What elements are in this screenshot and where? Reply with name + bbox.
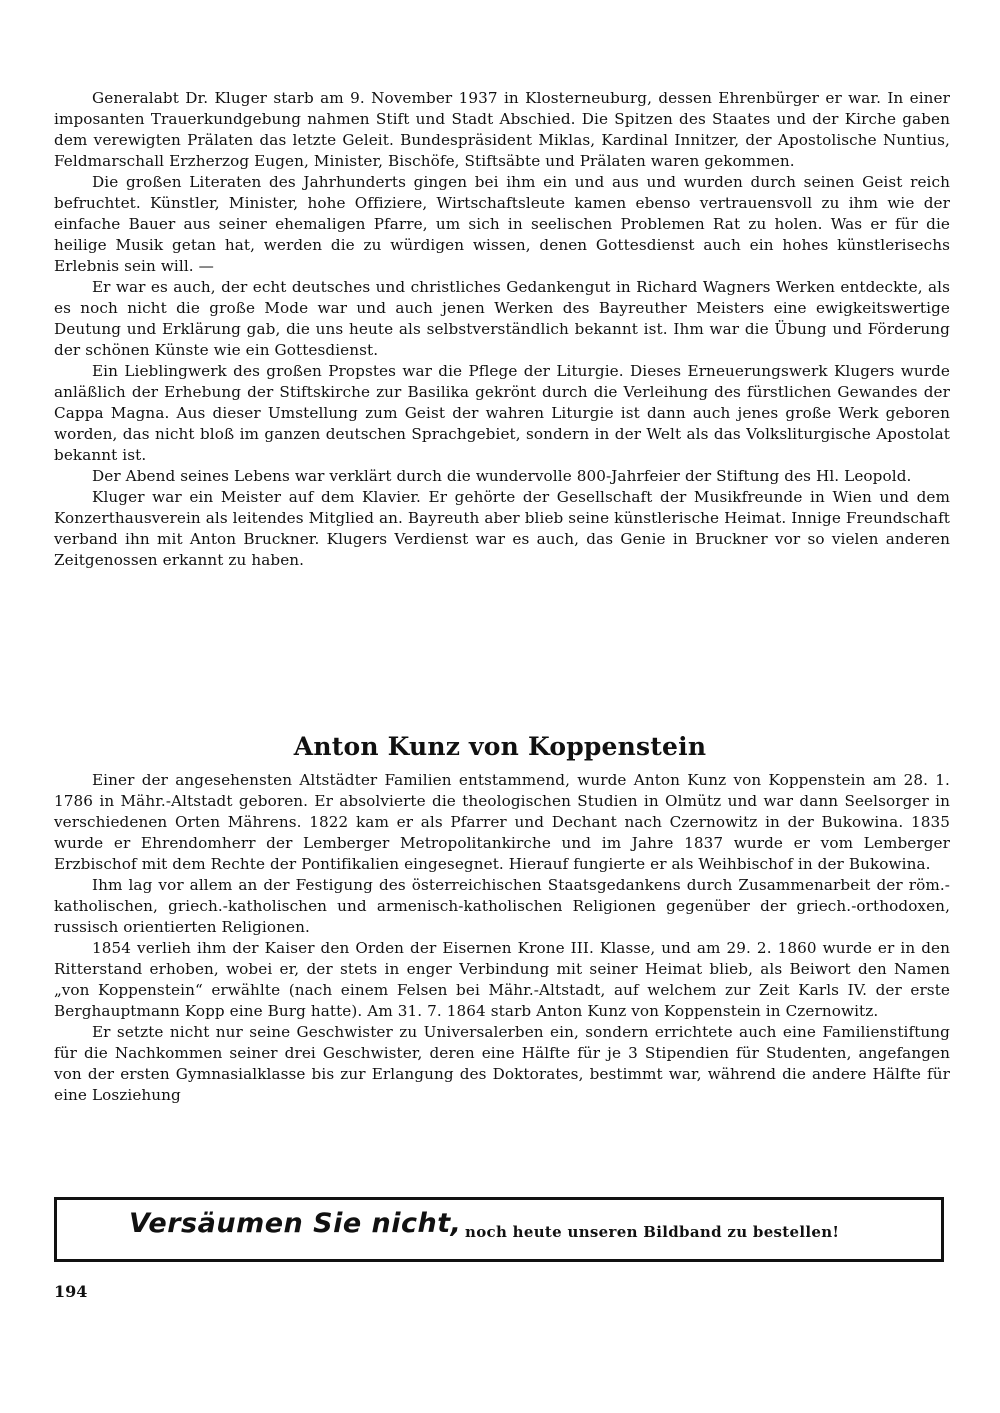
paragraph: Die großen Literaten des Jahrhunderts gingen bei ihm ein und aus und wurden durch seinen Geist reich befruchtet. Künstler, Minister, hohe Offiziere, Wirtschaftsleute kamen ebenso vertrauensvoll zu ihm wie der einfache Bauer aus seiner ehemaligen Pfarre, um sich in seelischen Problemen Rat zu holen. Was er für die heilige Musik getan hat, werden die zu würdigen wissen, denen Gottesdienst auch ein hohes künstlerisechs Erlebnis sein will. —	[54, 173, 950, 275]
paragraph: Ein Lieblingwerk des großen Propstes war die Pflege der Liturgie. Dieses Erneuerungswerk Klugers wurde anläßlich der Erhebung der Stiftskirche zur Basilika gekrönt durch die Verleihung des fürstlichen Gewandes der Cappa Magna. Aus dieser Umstellung zum Geist der wahren Liturgie ist dann auch jenes große Werk geboren worden, das nicht bloß im ganzen deutschen Sprachgebiet, sondern in der Welt als das Volksliturgische Apostolat bekannt ist.	[54, 362, 950, 464]
paragraph: 1854 verlieh ihm der Kaiser den Orden der Eisernen Krone III. Klasse, und am 29. 2. 1860 wurde er in den Ritterstand erhoben, wobei er, der stets in enger Verbindung mit seiner Heimat blieb, als Beiwort den Namen „von Koppenstein“ erwählte (nach einem Felsen bei Mähr.-Altstadt, auf welchem zur Zeit Karls IV. der erste Berghauptmann Kopp eine Burg hatte). Am 31. 7. 1864 starb Anton Kunz von Koppenstein in Czernowitz.	[54, 939, 950, 1020]
paragraph: Generalabt Dr. Kluger starb am 9. November 1937 in Klosterneuburg, dessen Ehrenbürger er war. In einer imposanten Trauerkundgebung nahmen Stift und Stadt Abschied. Die Spitzen des Staates und der Kirche gaben dem verewigten Prälaten das letzte Geleit. Bundespräsident Miklas, Kardinal Innitzer, der Apostolische Nuntius, Feldmarschall Erzherzog Eugen, Minister, Bischöfe, Stiftsäbte und Prälaten waren gekommen.	[54, 89, 950, 170]
paragraph: Kluger war ein Meister auf dem Klavier. Er gehörte der Gesellschaft der Musikfreunde in Wien und dem Konzerthausverein als leitendes Mitglied an. Bayreuth aber blieb seine künstlerische Heimat. Innige Freundschaft verband ihn mit Anton Bruckner. Klugers Verdienst war es auch, das Genie in Bruckner vor so vielen anderen Zeitgenossen erkannt zu haben.	[54, 488, 950, 569]
paragraph: Ihm lag vor allem an der Festigung des österreichischen Staatsgedankens durch Zusammenarbeit der röm.-katholischen, griech.-katholischen und armenisch-katholischen Religionen gegenüber der griech.-orthodoxen, russisch orientierten Religionen.	[54, 876, 950, 936]
paragraph: Er war es auch, der echt deutsches und christliches Gedankengut in Richard Wagners Werken entdeckte, als es noch nicht die große Mode war und auch jenen Werken des Bayreuther Meisters eine ewigkeitswertige Deutung und Erklärung gab, die uns heute als selbstverständlich bekannt ist. Ihm war die Übung und Förderung der schönen Künste wie ein Gottesdienst.	[54, 278, 950, 359]
article-kluger	[54, 88, 950, 571]
advertisement-box	[54, 1197, 944, 1262]
paragraph: Einer der angesehensten Altstädter Familien entstammend, wurde Anton Kunz von Koppenstein am 28. 1. 1786 in Mähr.-Altstadt geboren. Er absolvierte die theologischen Studien in Olmütz und war dann Seelsorger in verschiedenen Orten Mährens. 1822 kam er als Pfarrer und Dechant nach Czernowitz in der Bukowina. 1835 wurde er Ehrendomherr der Lemberger Metropolitankirche und im Jahre 1837 wurde er vom Lemberger Erzbischof mit dem Rechte der Pontifikalien eingesegnet. Hierauf fungierte er als Weihbischof in der Bukowina.	[54, 771, 950, 873]
paragraph: Er setzte nicht nur seine Geschwister zu Universalerben ein, sondern errichtete auch eine Familienstiftung für die Nachkommen seiner drei Geschwister, deren eine Hälfte für je 3 Stipendien für Studenten, angefangen von der ersten Gymnasialklasse bis zur Erlangung des Doktorates, bestimmt war, während die andere Hälfte für eine Losziehung	[54, 1023, 950, 1104]
paragraph: Der Abend seines Lebens war verklärt durch die wundervolle 800-Jahrfeier der Stiftung des Hl. Leopold.	[92, 467, 912, 485]
article-koppenstein	[54, 770, 950, 1106]
page-number: 194	[54, 1282, 88, 1301]
advertisement-text: noch heute unseren Bildband zu bestellen!	[465, 1223, 840, 1241]
advertisement-slogan: Versäumen Sie nicht,	[129, 1208, 462, 1239]
article-title: Anton Kunz von Koppenstein	[293, 732, 707, 761]
